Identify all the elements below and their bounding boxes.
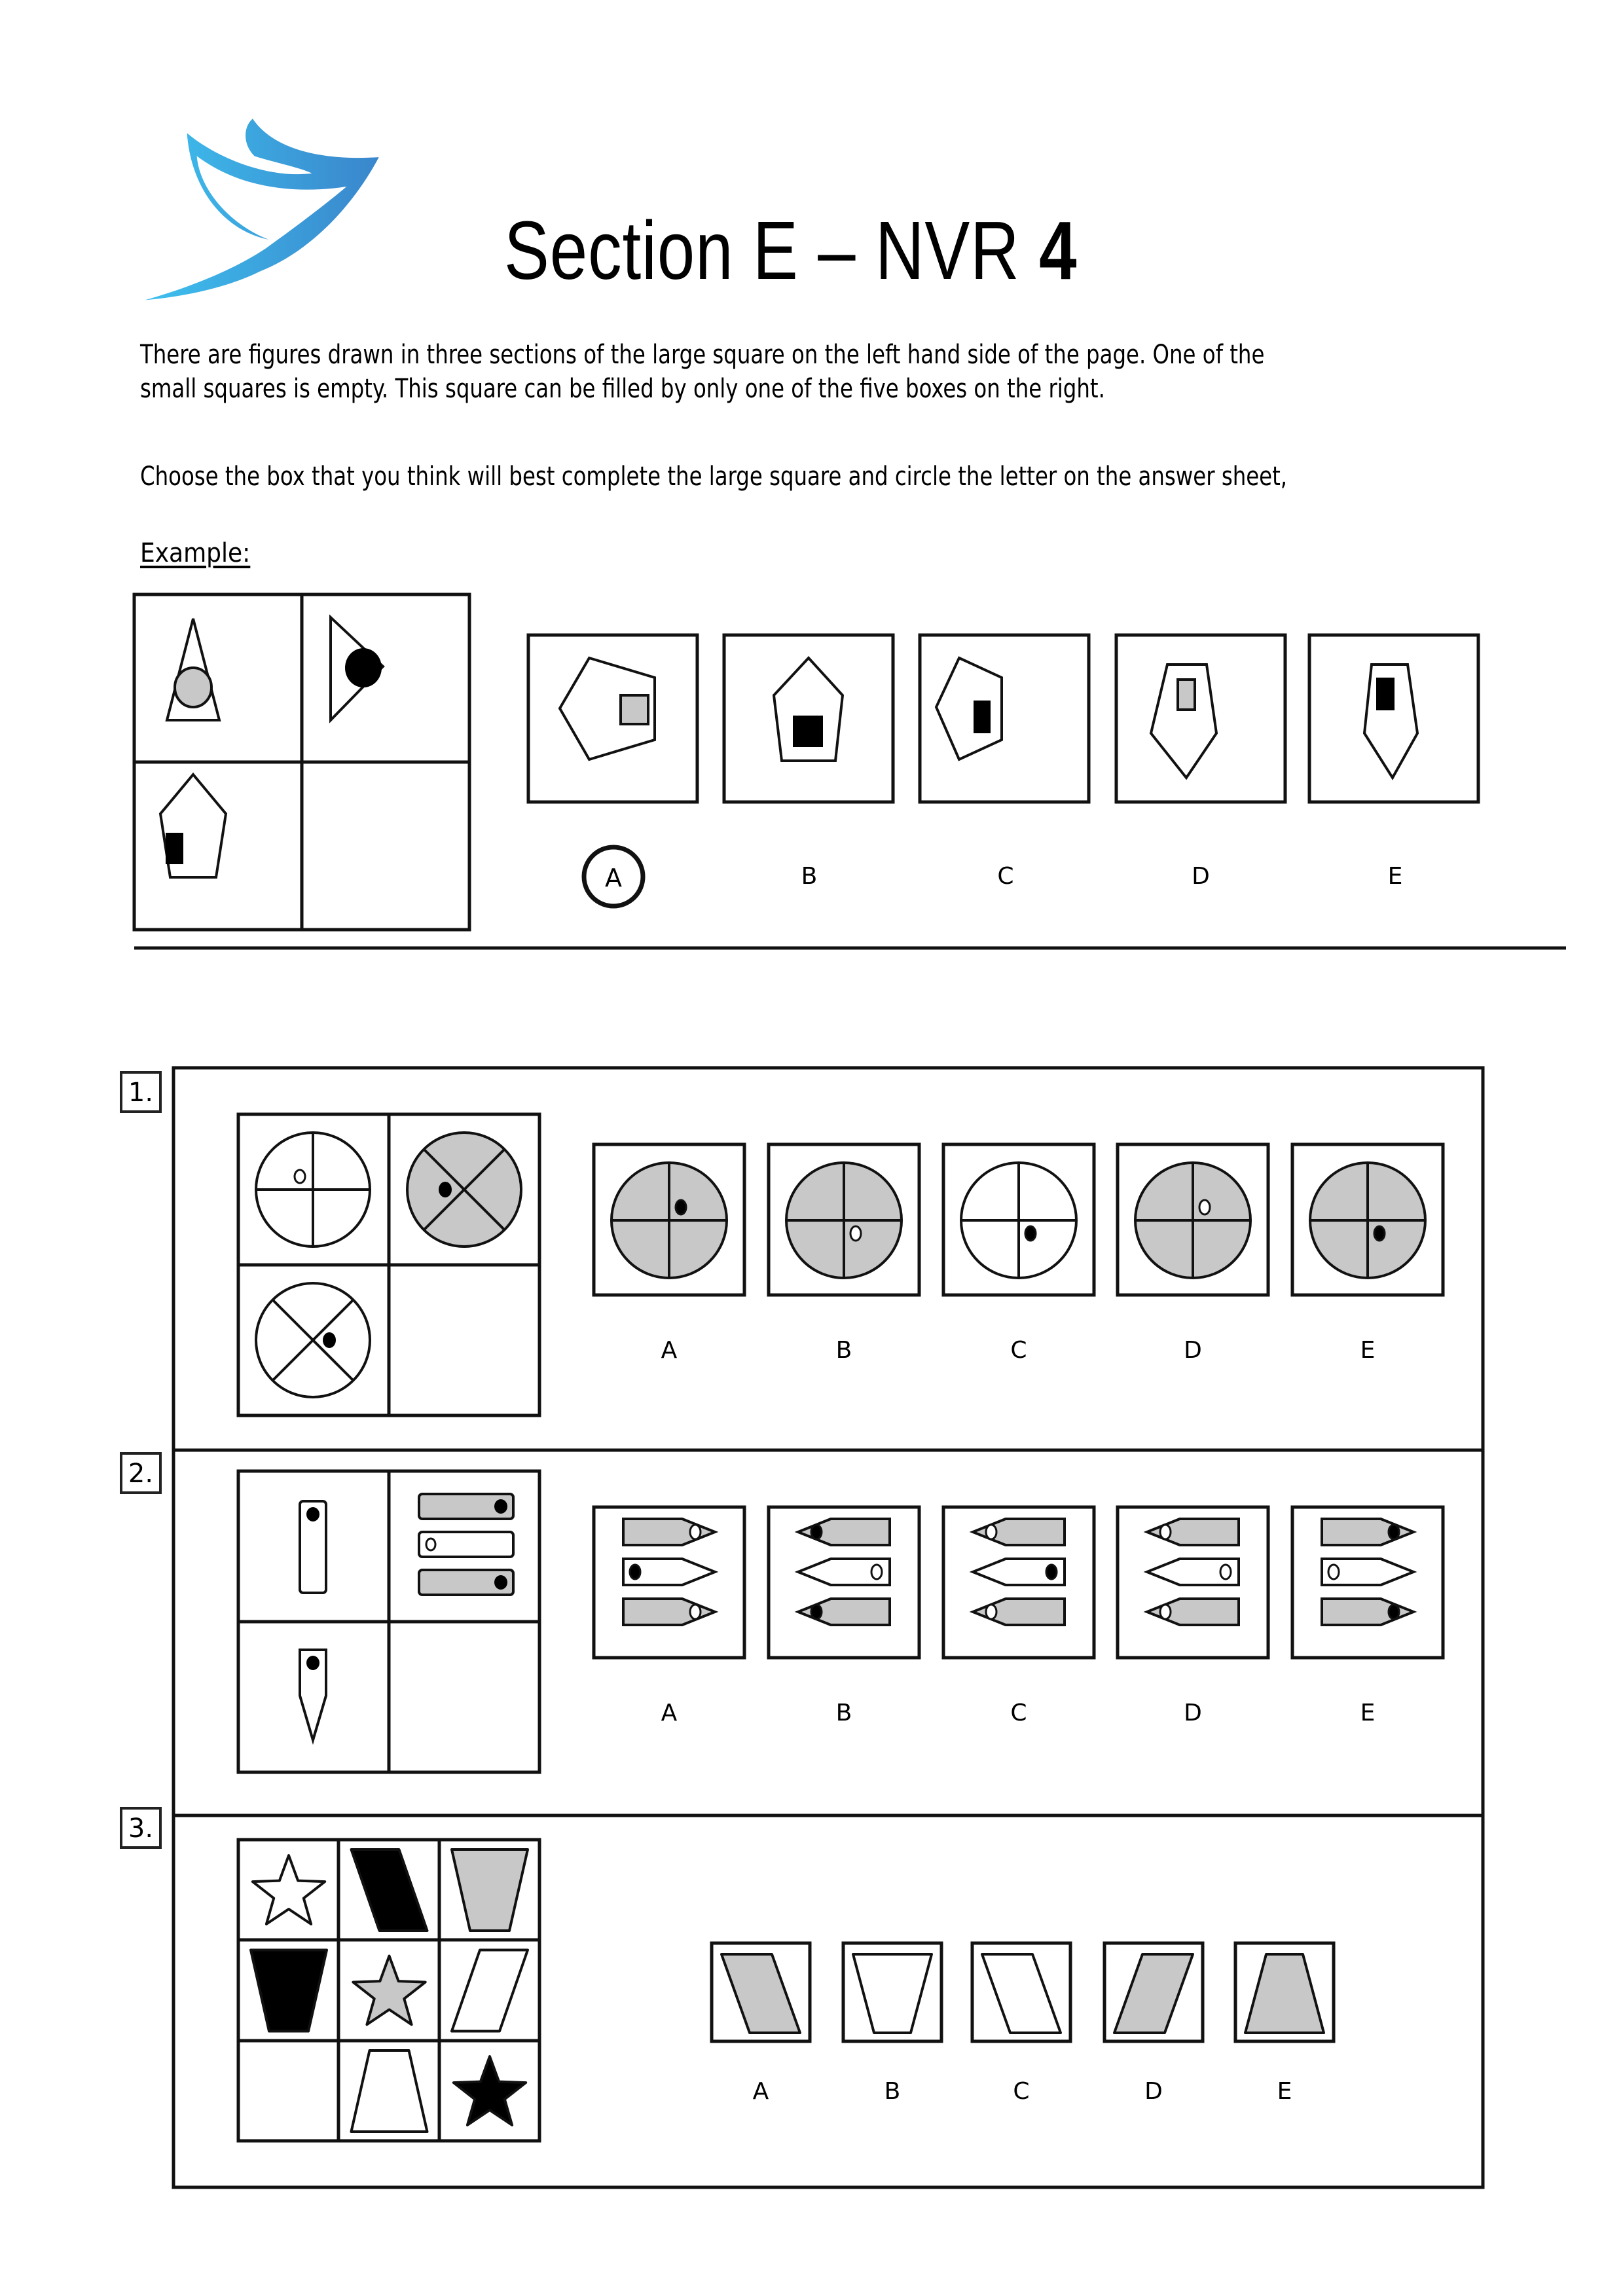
- question-number-3: 3.: [120, 1807, 162, 1849]
- q2-cell-3: [300, 1650, 326, 1740]
- q2-option-a[interactable]: [594, 1507, 744, 1658]
- q3-cell-3: [452, 1850, 528, 1931]
- question-number-2: 2.: [120, 1452, 162, 1494]
- q1-label-b[interactable]: B: [835, 1337, 852, 1364]
- example-option-c[interactable]: [920, 635, 1089, 802]
- q1-option-c[interactable]: [943, 1144, 1094, 1295]
- q3-option-a[interactable]: [712, 1943, 810, 2041]
- example-grid: [134, 594, 469, 930]
- bird-wing-logo-icon: [128, 79, 416, 314]
- example-label: Example:: [140, 538, 251, 568]
- q2-option-c[interactable]: [943, 1507, 1094, 1658]
- q1-label-d[interactable]: D: [1184, 1337, 1202, 1364]
- example-option-b[interactable]: [724, 635, 893, 802]
- q3-label-d[interactable]: D: [1144, 2078, 1163, 2105]
- q3-cell-7: [352, 2050, 428, 2132]
- questions-panel: [0, 1048, 1623, 2200]
- example-label-b[interactable]: B: [801, 863, 818, 890]
- instructions-paragraph-1: There are figures drawn in three sections of the large square on the left hand side of the page. One of the small squares is empty. This square can be filled by only one of the five boxes on the right.: [140, 340, 1265, 404]
- q2-option-d[interactable]: [1118, 1507, 1268, 1658]
- q2-label-b[interactable]: B: [835, 1700, 852, 1726]
- q1-cell-3: [256, 1283, 370, 1397]
- page-title: [504, 204, 1078, 297]
- q2-option-e[interactable]: [1292, 1507, 1443, 1658]
- example-label-c[interactable]: C: [997, 863, 1014, 890]
- example-cell-pentagon-up: [160, 774, 242, 877]
- example-label-d[interactable]: D: [1192, 863, 1210, 890]
- q2-label-a[interactable]: A: [661, 1700, 678, 1726]
- q1-label-e[interactable]: E: [1360, 1337, 1376, 1364]
- q1-cell-1: [256, 1133, 370, 1247]
- q3-cell-2: [352, 1850, 428, 1931]
- q1-option-b[interactable]: [769, 1144, 919, 1295]
- q1-option-d[interactable]: [1118, 1144, 1268, 1295]
- q3-cells: [251, 1850, 528, 2132]
- q3-label-b[interactable]: B: [884, 2078, 901, 2105]
- question-number-1: 1.: [120, 1071, 162, 1113]
- q3-option-b[interactable]: [843, 1943, 941, 2041]
- example-label-a[interactable]: A: [605, 864, 622, 892]
- example-option-a[interactable]: [528, 635, 697, 802]
- example-option-d[interactable]: [1116, 635, 1285, 802]
- q3-cell-5: [353, 1956, 425, 2025]
- example-section: [0, 576, 1623, 956]
- q3-cell-8: [454, 2056, 526, 2125]
- q3-option-e[interactable]: [1235, 1943, 1334, 2041]
- example-cell-triangle-up: [167, 619, 219, 720]
- q2-label-e[interactable]: E: [1360, 1700, 1376, 1726]
- q1-option-a[interactable]: [594, 1144, 744, 1295]
- q1-label-c[interactable]: C: [1010, 1337, 1027, 1364]
- q3-cell-6: [452, 1950, 528, 2032]
- q2-cell-1: [300, 1501, 326, 1593]
- q3-option-d[interactable]: [1104, 1943, 1203, 2041]
- q1-cell-2: [407, 1133, 521, 1247]
- q3-label-e[interactable]: E: [1277, 2078, 1292, 2105]
- q2-options: [594, 1507, 1443, 1658]
- q3-cell-4: [251, 1950, 327, 2032]
- q1-label-a[interactable]: A: [661, 1337, 678, 1364]
- q3-label-c[interactable]: C: [1013, 2078, 1030, 2105]
- q1-option-e[interactable]: [1292, 1144, 1443, 1295]
- q3-option-c[interactable]: [972, 1943, 1070, 2041]
- example-label-e[interactable]: E: [1387, 863, 1403, 890]
- q3-cell-1: [253, 1855, 325, 1924]
- q3-options: [712, 1943, 1334, 2041]
- example-option-e[interactable]: [1309, 635, 1478, 802]
- example-cell-triangle-right: [331, 617, 383, 720]
- q3-label-a[interactable]: A: [752, 2078, 769, 2105]
- q2-option-b[interactable]: [769, 1507, 919, 1658]
- q2-label-d[interactable]: D: [1184, 1700, 1202, 1726]
- q2-label-c[interactable]: C: [1010, 1700, 1027, 1726]
- title-text: Section E – NVR: [504, 204, 1020, 297]
- q1-options: [594, 1144, 1443, 1295]
- title-number: 4: [1039, 204, 1078, 297]
- q2-cell-2: [419, 1494, 513, 1595]
- instructions-paragraph-2: Choose the box that you think will best complete the large square and circle the letter on the answer sheet,: [140, 462, 1288, 492]
